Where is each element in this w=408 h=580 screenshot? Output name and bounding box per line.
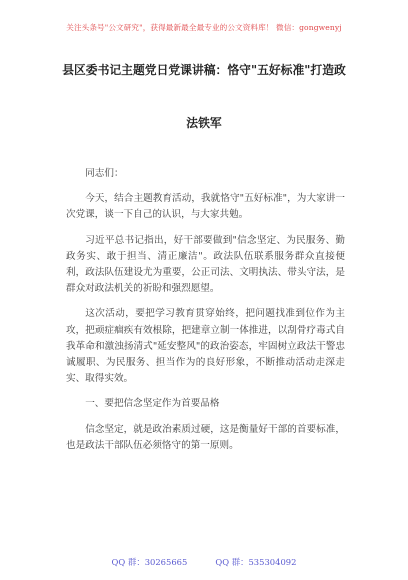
paragraph-intro: 今天，结合主题教育活动，我就恪守"五好标准"，为大家讲一次党课，谈一下自己的认识，与大家共勉。 bbox=[66, 193, 345, 221]
header-promo-note: 关注头条号"公文研究"，获得最新最全最专业的公文资料库！ 微信：gongwenyj bbox=[66, 23, 342, 32]
section-heading-1: 一、要把信念坚定作为首要品格 bbox=[85, 398, 220, 410]
paragraph-greeting: 同志们： bbox=[85, 168, 124, 179]
footer-qq-group-1: QQ 群：30265665 bbox=[111, 557, 188, 567]
footer-contact bbox=[0, 556, 408, 568]
paragraph-conviction: 信念坚定，就是政治素质过硬，这是衡量好干部的首要标准，也是政法干部队伍必须恪守的第一原则。 bbox=[66, 423, 345, 451]
paragraph-quote: 习近平总书记指出，好干部要做到"信念坚定、为民服务、勤政务实、敢于担当、清正廉洁"。政法队伍联系服务群众直接便利，政法队伍建设尤为重要，公正司法、文明执法、带头守法，是群众对政法机关的祈盼和强烈愿望。 bbox=[66, 234, 345, 295]
document-title-line-2: 法铁军 bbox=[186, 116, 222, 130]
footer-qq-group-2: QQ 群：535304092 bbox=[215, 557, 297, 567]
document-body bbox=[66, 166, 345, 463]
document-title-line-1: 县区委书记主题党日党课讲稿：恪守"五好标准"打造政 bbox=[62, 63, 346, 77]
paragraph-activity: 这次活动，要把学习教育贯穿始终，把问题找准到位作为主攻，把顽症痼疾有效根除，把建章立制一体推进，以刮骨疗毒式自我革命和激浊扬清式"延安整风"的政治姿态，牢固树立政法干警忠诚履职、为民服务、担当作为的良好形象，不断推动活动走深走实、取得实效。 bbox=[66, 308, 345, 385]
